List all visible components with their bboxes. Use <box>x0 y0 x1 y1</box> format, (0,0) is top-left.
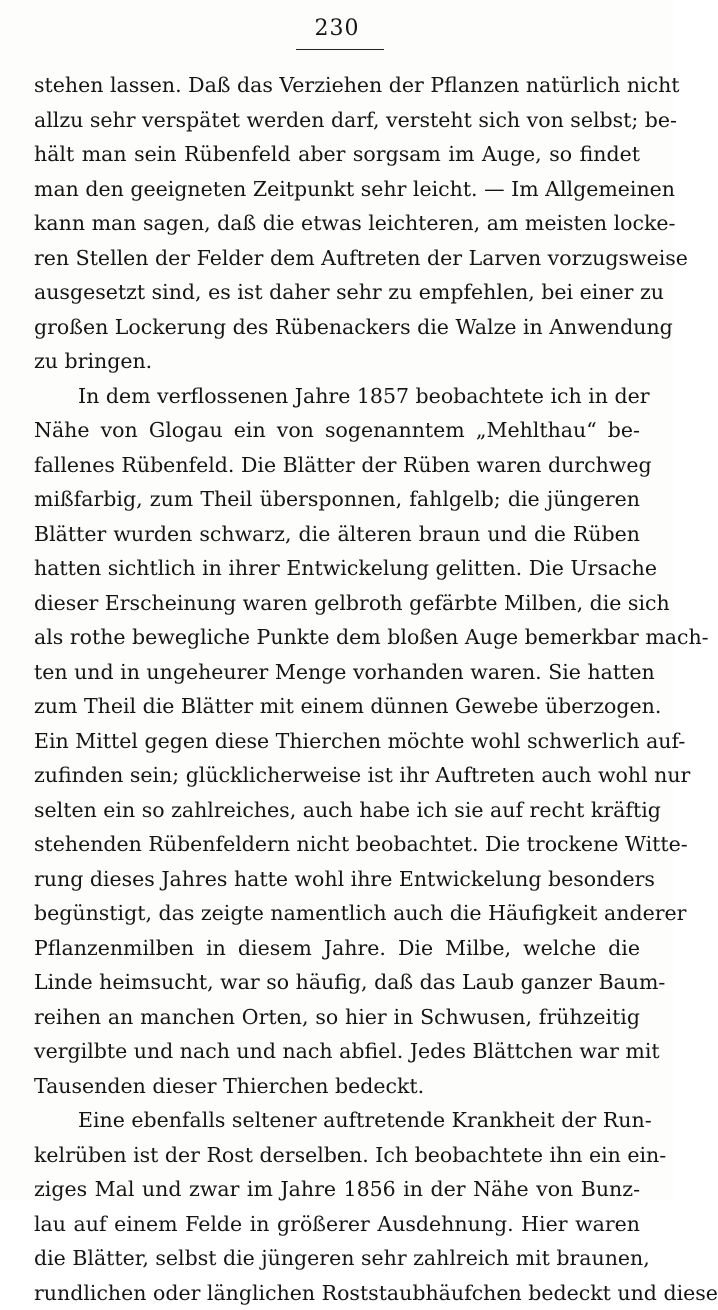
text-line: ausgesetzt sind, es ist daher sehr zu empfehlen, bei einer zu <box>34 275 640 310</box>
text-line: Tausenden dieser Thierchen bedeckt. <box>34 1069 640 1104</box>
text-line: fallenes Rübenfeld. Die Blätter der Rüben waren durchweg <box>34 448 640 483</box>
text-line: reihen an manchen Orten, so hier in Schwusen, frühzeitig <box>34 1000 640 1035</box>
text-line: großen Lockerung des Rübenackers die Walze in Anwendung <box>34 310 640 345</box>
text-line: zum Theil die Blätter mit einem dünnen Gewebe überzogen. <box>34 689 640 724</box>
text-line: Eine ebenfalls seltener auftretende Krankheit der Run- <box>34 1103 640 1138</box>
text-line: Nähe von Glogau ein von sogenanntem „Mehlthau“ be- <box>34 413 640 448</box>
paragraph-1 <box>34 68 640 379</box>
text-line: stehen lassen. Daß das Verziehen der Pflanzen natürlich nicht <box>34 68 640 103</box>
paragraph-2 <box>34 379 640 1104</box>
text-line: ren Stellen der Felder dem Auftreten der Larven vorzugsweise <box>34 241 640 276</box>
text-line: kann man sagen, daß die etwas leichteren, am meisten locke- <box>34 206 640 241</box>
page-number: 230 <box>0 16 674 41</box>
body-text <box>34 68 640 1310</box>
paragraph-3 <box>34 1103 640 1310</box>
text-line: stehenden Rübenfeldern nicht beobachtet. Die trockene Witte- <box>34 827 640 862</box>
text-line: hält man sein Rübenfeld aber sorgsam im Auge, so findet <box>34 137 640 172</box>
text-line: zu bringen. <box>34 344 640 379</box>
text-line: In dem verflossenen Jahre 1857 beobachtete ich in der <box>34 379 640 414</box>
text-line: rung dieses Jahres hatte wohl ihre Entwickelung besonders <box>34 862 640 897</box>
text-line: rundlichen oder länglichen Roststaubhäufchen bedeckt und diese <box>34 1276 640 1310</box>
text-line: dieser Erscheinung waren gelbroth gefärbte Milben, die sich <box>34 586 640 621</box>
text-line: man den geeigneten Zeitpunkt sehr leicht. — Im Allgemeinen <box>34 172 640 207</box>
text-line: hatten sichtlich in ihrer Entwickelung gelitten. Die Ursache <box>34 551 640 586</box>
text-line: Pflanzenmilben in diesem Jahre. Die Milbe, welche die <box>34 931 640 966</box>
text-line: ziges Mal und zwar im Jahre 1856 in der Nähe von Bunz- <box>34 1172 640 1207</box>
text-line: vergilbte und nach und nach abfiel. Jedes Blättchen war mit <box>34 1034 640 1069</box>
text-line: Blätter wurden schwarz, die älteren braun und die Rüben <box>34 517 640 552</box>
text-line: mißfarbig, zum Theil übersponnen, fahlgelb; die jüngeren <box>34 482 640 517</box>
text-line: Linde heimsucht, war so häufig, daß das Laub ganzer Baum- <box>34 965 640 1000</box>
text-line: die Blätter, selbst die jüngeren sehr zahlreich mit braunen, <box>34 1241 640 1276</box>
text-line: Ein Mittel gegen diese Thierchen möchte wohl schwerlich auf- <box>34 724 640 759</box>
text-line: ten und in ungeheurer Menge vorhanden waren. Sie hatten <box>34 655 640 690</box>
header-rule <box>296 49 384 50</box>
text-line: begünstigt, das zeigte namentlich auch die Häufigkeit anderer <box>34 896 640 931</box>
text-line: lau auf einem Felde in größerer Ausdehnung. Hier waren <box>34 1207 640 1242</box>
text-line: allzu sehr verspätet werden darf, versteht sich von selbst; be- <box>34 103 640 138</box>
text-line: kelrüben ist der Rost derselben. Ich beobachtete ihn ein ein- <box>34 1138 640 1173</box>
text-line: als rothe bewegliche Punkte dem bloßen Auge bemerkbar mach- <box>34 620 640 655</box>
text-line: selten ein so zahlreiches, auch habe ich sie auf recht kräftig <box>34 793 640 828</box>
text-line: zufinden sein; glücklicherweise ist ihr Auftreten auch wohl nur <box>34 758 640 793</box>
